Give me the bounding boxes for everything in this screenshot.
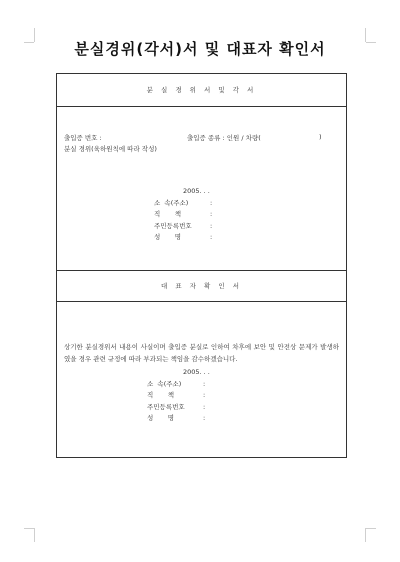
sign-row-affiliation: 소 속(주소) : bbox=[147, 380, 206, 388]
pass-number-label: 출입증 번호 : bbox=[64, 134, 102, 142]
crop-mark-bottom-right bbox=[365, 528, 366, 542]
loss-reason-label: 분실 경위(육하원칙에 따라 작성) bbox=[64, 145, 157, 153]
crop-mark-bottom-left bbox=[24, 528, 34, 529]
signature-block bbox=[147, 379, 223, 424]
sign-row-affiliation: 소 속(주소) : bbox=[154, 199, 213, 207]
sign-row-name: 성 명 : bbox=[154, 232, 213, 241]
pass-type-label: 출입증 종류 : 인원 / 차량( bbox=[187, 134, 261, 142]
sign-row-position: 직 책 : bbox=[147, 391, 206, 400]
confirmation-date: 2005. . . bbox=[183, 368, 210, 376]
representative-confirmation-section bbox=[57, 302, 346, 457]
confirmation-statement: 상기한 분실경위서 내용이 사실이며 출입증 분실로 인하여 차후에 보안 및 안전상 문제가 발생하였을 경우 관련 규정에 따라 부과되는 책임을 감수하겠습니다. bbox=[64, 343, 339, 363]
section1-header: 분 실 경 위 서 및 각 서 bbox=[57, 74, 346, 107]
crop-mark-bottom-left bbox=[34, 528, 35, 542]
form-table bbox=[56, 73, 347, 458]
pass-type-close: ) bbox=[319, 133, 322, 141]
sign-row-resident-number: 주민등록번호 : bbox=[154, 221, 213, 230]
signature-block bbox=[154, 198, 230, 243]
sign-date: 2005. . . bbox=[183, 187, 210, 195]
loss-report-section bbox=[57, 107, 346, 270]
section2-header: 대 표 자 확 인 서 bbox=[57, 270, 346, 302]
sign-row-name: 성 명 : bbox=[147, 413, 206, 422]
document-title: 분실경위(각서)서 및 대표자 확인서 bbox=[74, 40, 326, 58]
crop-mark-bottom-right bbox=[366, 528, 376, 529]
sign-row-position: 직 책 : bbox=[154, 210, 213, 219]
sign-row-resident-number: 주민등록번호 : bbox=[147, 402, 206, 411]
